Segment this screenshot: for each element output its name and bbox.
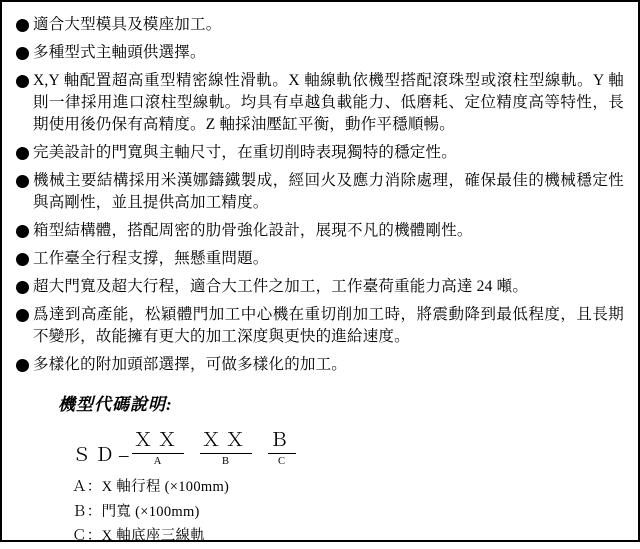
bullet-dot-icon: [16, 253, 29, 266]
bullet-text: 機械主要結構採用米漢娜鑄鐵製成，經回火及應力消除處理，確保最佳的機械穩定性與高剛性，並且提供高加工精度。: [33, 172, 624, 211]
list-item: [16, 14, 624, 36]
list-item: [16, 220, 624, 242]
model-code-prefix: ＳＤ: [72, 445, 119, 466]
model-code-label: A: [153, 456, 162, 467]
bullet-text: X,Y 軸配置超高重型精密線性滑軌。X 軸線軌依機型搭配滾珠型或滾柱型線軌。Y 軸則一律採用進口滾柱型線軌。均具有卓越負載能力、低磨耗、定位精度高等特性，長期使用後仍保有高精度。Z 軸採油壓缸平衡，動作平穩順暢。: [33, 72, 624, 133]
bullet-dot-icon: [16, 225, 29, 238]
bullet-text: 多樣化的附加頭部選擇，可做多樣化的加工。: [33, 356, 348, 373]
bullet-text: 適合大型模具及模座加工。: [33, 16, 222, 33]
legend-line-c: Ｃ：X 軸底座三線軌: [72, 528, 206, 545]
model-code-legend: [58, 475, 624, 549]
list-item: [16, 248, 624, 270]
list-item: [16, 304, 624, 348]
bullet-dot-icon: [16, 75, 29, 88]
model-code-group-b: [200, 425, 252, 467]
bullet-text: 完美設計的門寬與主軸尺寸，在重切削時表現獨特的穩定性。: [33, 144, 457, 161]
legend-line-a: Ａ：X 軸行程 (×100mm): [72, 479, 230, 495]
bullet-dot-icon: [16, 281, 29, 294]
bullet-dot-icon: [16, 47, 29, 60]
legend-line-b: Ｂ：門寬 (×100mm): [72, 503, 200, 520]
bullet-text: 箱型結構體，搭配周密的肋骨強化設計，展現不凡的機體剛性。: [33, 222, 473, 239]
list-item: [16, 354, 624, 376]
model-code-dash: –: [119, 445, 130, 466]
model-code-chars: ＸＸ: [200, 425, 252, 454]
model-code-label: C: [278, 456, 286, 467]
list-item: [16, 276, 624, 298]
model-code-title: 機型代碼說明:: [58, 395, 173, 414]
list-item: [16, 142, 624, 164]
model-code-group-a: [132, 425, 184, 467]
list-item: [16, 70, 624, 136]
model-code-label: B: [222, 456, 230, 467]
bullet-dot-icon: [16, 359, 29, 372]
model-code-chars: Ｂ: [268, 425, 296, 454]
bullet-dot-icon: [16, 147, 29, 160]
bullet-dot-icon: [16, 309, 29, 322]
bullet-dot-icon: [16, 175, 29, 188]
bullet-dot-icon: [16, 19, 29, 32]
bullet-text: 超大門寬及超大行程，適合大工件之加工，工作臺荷重能力高達 24 噸。: [33, 278, 529, 295]
bullet-text: 多種型式主軸頭供選擇。: [33, 44, 206, 61]
list-item: [16, 170, 624, 214]
model-code-group-c: [268, 425, 296, 467]
bullet-text: 爲達到高產能，松穎體門加工中心機在重切削加工時，將震動降到最低程度，且長期不變形，故能擁有更大的加工深度與更快的進給速度。: [33, 306, 624, 345]
bullet-text: 工作臺全行程支撐，無懸重問題。: [33, 250, 269, 267]
model-code-section: [16, 390, 624, 549]
feature-bullet-list: [16, 14, 624, 376]
model-code-chars: ＸＸ: [132, 425, 184, 454]
list-item: [16, 42, 624, 64]
model-code-row: [58, 425, 624, 467]
